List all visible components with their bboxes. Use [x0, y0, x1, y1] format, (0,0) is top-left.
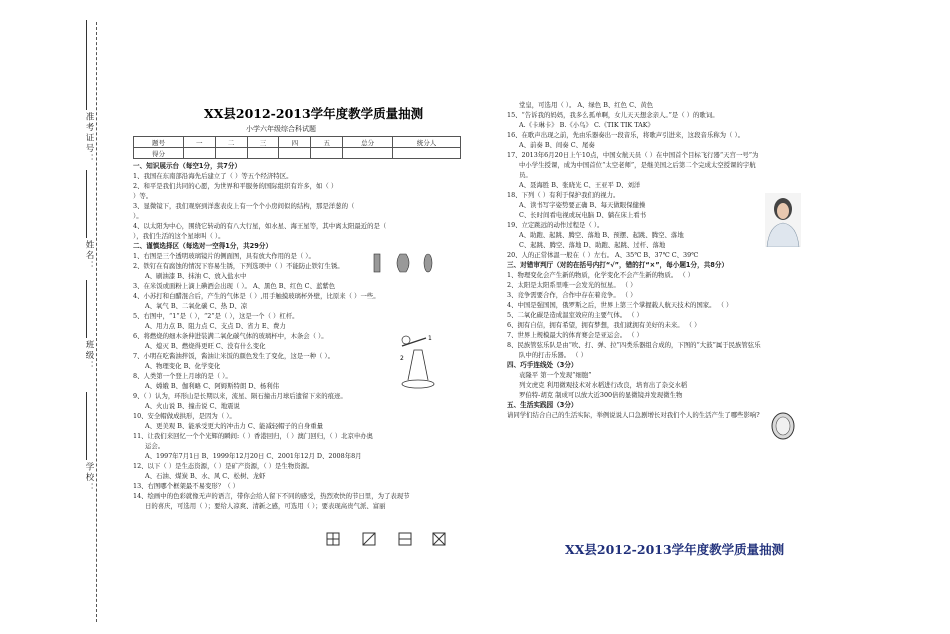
score-cell[interactable] [279, 148, 311, 159]
question-line: A、助跑、起跳、腾空、落地 B、预摆、起跳、腾空、落地 [519, 231, 684, 239]
section-heading: 一、知识展示台（每空1分，共7分） [133, 162, 242, 170]
question-line: 18、下列（ ）有利于保护我们的视力。 [507, 191, 620, 199]
question-line: 6、拥有自信，拥有希望，拥有梦想，我们就拥有美好的未来。 （ ） [507, 321, 701, 329]
exam-number-field[interactable] [86, 20, 87, 110]
question-line: 16、在歌声出现之前，先由乐器奏出一段音乐，将歌声引进来，这段音乐称为（ ）。 [507, 131, 745, 139]
question-line: 14、绘画中的色彩就像无声的语言，带你会给人留下不同的感受，热烈欢快的节日里，为了表现节 [133, 492, 410, 500]
section-heading: 四、巧手连线处（3分） [507, 361, 578, 369]
question-line: 请同学们结合自己的生活实际，举例说说人口急剧增长对我们个人的生活产生了哪些影响? [507, 411, 760, 419]
question-line: 3、显微镜下，我们观察到洋葱表皮上有一个个小房间似的结构，那是洋葱的（ [133, 202, 355, 210]
question-line: 日的喜庆，可选用（ ）；要给人凉爽、清新之感，可选用（ ）；要表现高贵气派、富丽 [145, 502, 386, 510]
question-line: 10、安全帽做成拱形，是因为（ ）。 [133, 412, 236, 420]
school-label: 学校： [84, 462, 94, 494]
score-cell[interactable] [311, 148, 343, 159]
question-line: 3、在米饭或面粉上滴上碘酒会出现（ ）。 A、黑色 B、红色 C、蓝紫色 [133, 282, 336, 290]
lever-figure [398, 330, 438, 390]
section-heading: 三、对错审判厅（对的在括号内打“√”，错的打“×”，每小题1分，共8分） [507, 261, 729, 269]
question-line: A、读书写字姿势要正确 B、每天做眼保健操 [519, 201, 646, 209]
question-line: 4、中国是强国国，俄罗斯之后，世界上第三个掌握载人航天技术的国家。 （ ） [507, 301, 733, 309]
question-line: A、熄灭 B、燃烧得更旺 C、没有什么变化 [145, 342, 266, 350]
score-cell[interactable] [343, 148, 393, 159]
score-header: 题号 [134, 137, 184, 148]
question-line: 罗伯特-胡克 制成可以放大近300倍的显微镜并发现微生物 [519, 391, 683, 399]
question-line: C、起跳、腾空、落地 D、助跑、起跳、过杆、落地 [519, 241, 666, 249]
question-line: 1、我国在东南部沿海先后建立了（ ）等五个经济特区。 [133, 172, 293, 180]
question-line: 2、和平是我们共同的心愿，为世界和平服务的国际组织有许多，如（ ） [133, 182, 338, 190]
score-cell[interactable] [393, 148, 461, 159]
class-field[interactable] [86, 280, 87, 338]
question-line: 员。 [519, 171, 532, 179]
section-heading: 五、生活实践园（3分） [507, 401, 578, 409]
question-line: A、石油、煤炭 B、水、风 C、松树、龙虾 [145, 472, 266, 480]
question-line: 19、立定跳远的动作过程是（ ）。 [507, 221, 604, 229]
question-line: ）。 [133, 212, 143, 220]
question-line: 8、人类第一个登上月球的是（ ）。 [133, 372, 232, 380]
score-cell[interactable] [215, 148, 247, 159]
question-line: 7、世界上规模最大的体育赛会是亚运会。 （ ） [507, 331, 643, 339]
exam-number-label: 准考证号： [84, 112, 94, 165]
question-line: 9、（ ）认为，环形山是长期以来，流星、陨石撞击月球后遗留下来的痕迹。 [133, 392, 347, 400]
question-line: 2、太阳是太阳系里唯一会发光的恒星。 （ ） [507, 281, 637, 289]
question-line: 队中的打击乐器。 （ ） [519, 351, 587, 359]
astronaut-photo [765, 193, 801, 247]
score-header: 四 [279, 137, 311, 148]
score-header: 一 [183, 137, 215, 148]
question-line: A、聂海胜 B、张晓光 C、王亚平 D、刘洋 [519, 181, 641, 189]
score-header: 总分 [343, 137, 393, 148]
question-line: 11、让我们来回忆一个个光辉的瞬间:（ ）香港回归，（ ）澳门回归，（ ）北京申办奥 [133, 432, 374, 440]
question-line: 运会。 [145, 442, 165, 450]
question-line: A、火山说 B、撞击说 C、地震说 [145, 402, 240, 410]
class-label: 班级： [84, 340, 94, 372]
lens-concave [397, 254, 409, 272]
score-header: 三 [247, 137, 279, 148]
question-line: 8、民族管弦乐队是由“吹、打、弹、拉”四类乐器组合成的，下图的“大鼓”属于民族管弦乐 [507, 341, 761, 349]
question-line: 中小学生授课，成为中国首位“太空老师”，是继美国之后第二个完成太空授课的宇航 [519, 161, 756, 169]
question-line: A、刷油漆 B、抹油 C、放入盐水中 [145, 272, 247, 280]
question-line: 12、以下（ ）是生态资源，（ ）是矿产资源，（ ）是生物资源。 [133, 462, 314, 470]
question-line: 20、人的正常体温一般在（ ）左右。 A、35℃ B、37℃ C、39℃ [507, 251, 699, 259]
question-line: 15、“告诉我的妈妈，我多么孤单啊，女儿天天想念亲人。”是（ ）的歌词。 [507, 111, 719, 119]
question-line: A、氧气 B、二氧化碳 C、热 D、凉 [145, 302, 248, 310]
question-line: 6、将燃烧的细木条伸进装满二氧化碳气体的玻璃杯中，木条会（ ）。 [133, 332, 328, 340]
lens-figure [370, 252, 440, 274]
question-line: 5、右图中，“1”是（ ），“2”是（ ），这是一个（ ）杠杆。 [133, 312, 299, 320]
question-line: A、用力点 B、阻力点 C、支点 D、省力 E、费力 [145, 322, 286, 330]
page-subtitle: 小学六年级综合科试题 [246, 125, 316, 133]
score-table-score-row [134, 148, 461, 159]
question-line: ），我们生活的这个星球叫（ ）。 [133, 232, 225, 240]
question-line: 1、右图是三个透明玻璃镜片的侧面图，具有放大作用的是（ ）。 [133, 252, 315, 260]
score-header: 五 [311, 137, 343, 148]
question-line: A、1997年7月1日 B、1999年12月20日 C、2001年12月 D、2008年8月 [145, 452, 362, 460]
score-table-header-row [134, 137, 461, 148]
question-line: 4、小苏打和白醋混合后，产生的气体是（ ）,用手触摸玻璃杯外壁，比原来（ ）一些。 [133, 292, 380, 300]
page-title: XX县2012-2013学年度教学质量抽测 [204, 106, 424, 121]
question-line: 2、铁钉在有腐蚀的情况下容易生锈，下列选项中（ ）不能防止铁钉生锈。 [133, 262, 344, 270]
name-field[interactable] [86, 170, 87, 238]
frame-options [325, 531, 451, 551]
footer-title: XX县2012-2013学年度教学质量抽测 [565, 542, 785, 557]
section-heading: 二、谨慎选择区（每选对一空得1分，共29分） [133, 242, 273, 250]
question-line: A、物理变化 B、化学变化 [145, 362, 221, 370]
school-field[interactable] [86, 392, 87, 460]
score-header: 统分人 [393, 137, 461, 148]
question-line: ）等。 [133, 192, 153, 200]
question-line: 13、右图哪个框架最不易变形？（ ） [133, 482, 240, 490]
lever-label-2: 2 [400, 355, 404, 362]
question-line: A、嫦娥 B、伽利略 C、阿姆斯特朗 D、杨利伟 [145, 382, 280, 390]
score-table [133, 136, 461, 159]
question-line: 袁隆平 第一个发现“细胞” [519, 371, 592, 379]
lens-convex [424, 254, 432, 272]
score-row-label: 得分 [134, 148, 184, 159]
question-line: 7、小明在吃酱油拌饭，酱油让米饭的颜色发生了变化，这是一种（ ）。 [133, 352, 335, 360]
question-line: 1、物理变化会产生新的物质，化学变化不会产生新的物质。 （ ） [507, 271, 695, 279]
question-line: C、长时间看电视或玩电脑 D、躺在床上看书 [519, 211, 647, 219]
question-line: 堂皇，可选用（ ）。 A、绿色 B、红色 C、黄色 [519, 101, 654, 109]
lens-flat [374, 254, 380, 272]
right-column [507, 100, 797, 420]
question-line: 列文虎克 利用微观技术对水稻进行改良，培育出了杂交水稻 [519, 381, 688, 389]
question-line: 3、竞争需要合作，合作中存在着竞争。 （ ） [507, 291, 637, 299]
drum-photo [770, 411, 796, 441]
frames-icon [325, 531, 451, 547]
question-line: A、前奏 B、间奏 C、尾奏 [519, 141, 595, 149]
question-line: 5、二氧化碳是造成温室效应的主要气体。 （ ） [507, 311, 643, 319]
name-label: 姓名： [84, 240, 94, 272]
lever-label-1: 1 [428, 335, 432, 342]
question-line: 4、以太阳为中心，围绕它转动的有八大行星，如水星、海王星等，其中离太阳最近的是（ [133, 222, 387, 230]
score-header: 二 [215, 137, 247, 148]
question-line: A、更美观 B、能承受更大的冲击力 C、能减轻帽子的自身重量 [145, 422, 324, 430]
question-line: 17、2013年6月20日上午10点，中国女航天员（ ）在中国首个目标飞行器“天宫一号”为 [507, 151, 759, 159]
binding-line [96, 22, 97, 622]
score-cell[interactable] [247, 148, 279, 159]
question-line: A.《卡琳卡》 B.《小鸟》 C.《TIK TIK TAK》 [519, 121, 654, 129]
score-cell[interactable] [183, 148, 215, 159]
